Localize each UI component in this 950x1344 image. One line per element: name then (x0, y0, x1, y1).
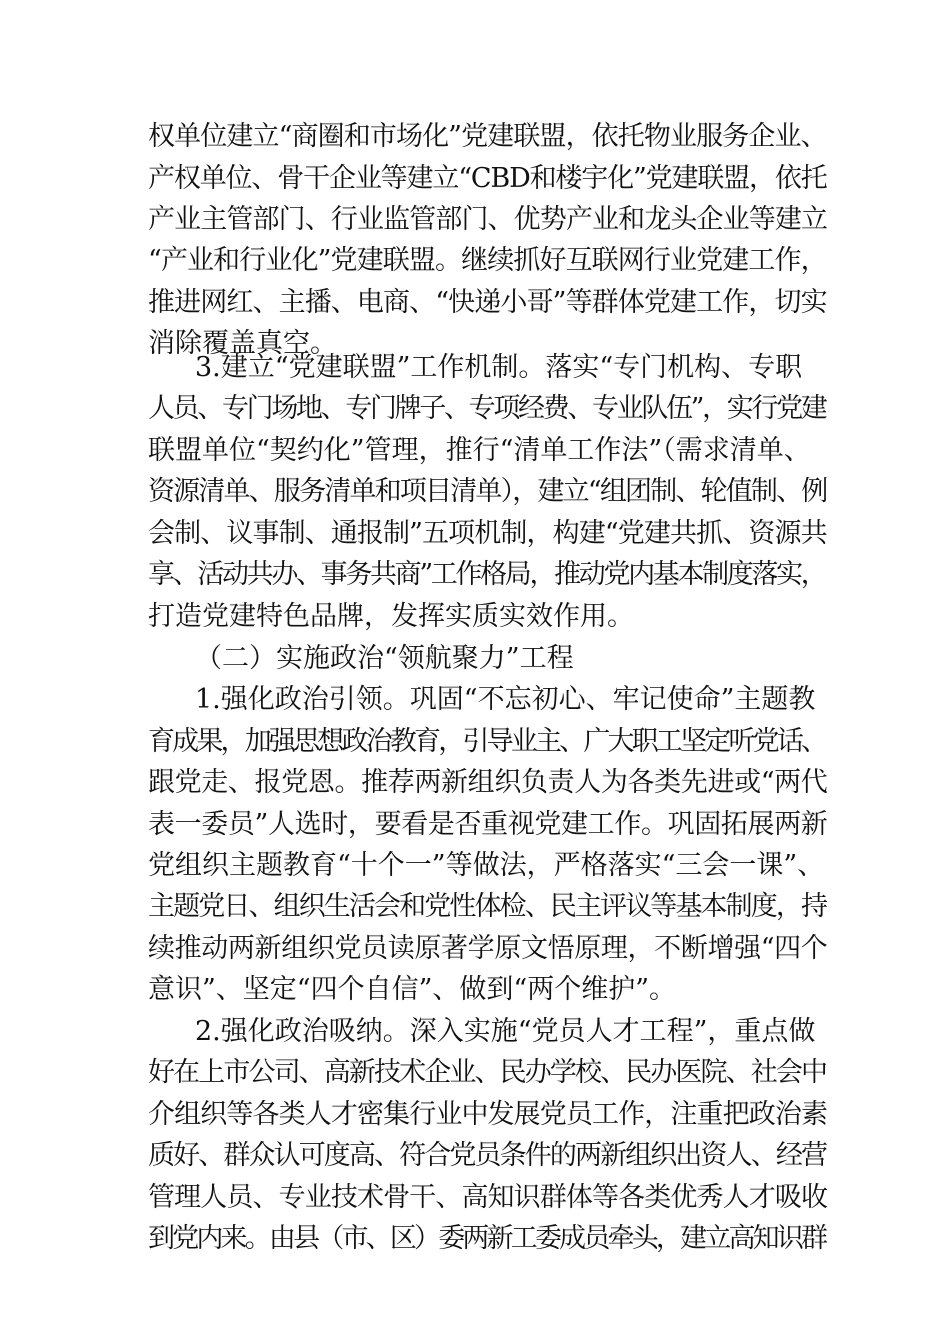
body-text-line: 会制、议事制、通报制”五项机制，构建“党建共抓、资源共 (148, 518, 827, 549)
body-text-line: 联盟单位“契约化”管理，推行“清单工作法”（需求清单、 (148, 435, 811, 466)
body-text-line: 享、活动共办、事务共商”工作格局，推动党内基本制度落实， (148, 559, 826, 590)
body-text-line: 产业主管部门、行业监管部门、优势产业和龙头企业等建立 (148, 204, 828, 235)
body-text-line: “产业和行业化”党建联盟。继续抓好互联网行业党建工作， (148, 245, 827, 276)
body-text-line: 资源清单、服务清单和项目清单），建立“组团制、轮值制、例 (148, 476, 827, 507)
body-text-line: 1.强化政治引领。巩固“不忘初心、牢记使命”主题教 (195, 684, 816, 715)
body-text-line: 主题党日、组织生活会和党性体检、民主评议等基本制度，持 (148, 891, 827, 922)
body-text-line: 介组织等各类人才密集行业中发展党员工作，注重把政治素 (148, 1099, 828, 1130)
body-text-line: 2.强化政治吸纳。深入实施“党员人才工程”，重点做 (195, 1016, 816, 1047)
body-text-line: 好在上市公司、高新技术企业、民办学校、民办医院、社会中 (148, 1057, 827, 1088)
body-text-line: 党组织主题教育“十个一”等做法，严格落实“三会一课”、 (148, 850, 825, 881)
body-text-line: 消除覆盖真空。 (148, 328, 337, 359)
body-text-line: 管理人员、专业技术骨干、高知识群体等各类优秀人才吸收 (148, 1182, 828, 1213)
body-text-line: 育成果，加强思想政治教育，引导业主、广大职工坚定听党话、 (148, 726, 826, 757)
section-heading: （二）实施政治“领航聚力”工程 (195, 643, 574, 674)
body-text-line: 表一委员”人选时，要看是否重视党建工作。巩固拓展两新 (148, 809, 828, 840)
body-text-line: 3.建立“党建联盟”工作机制。落实“专门机构、专职 (195, 352, 803, 383)
body-text-line: 打造党建特色品牌，发挥实质实效作用。 (148, 601, 634, 632)
body-text-line: 续推动两新组织党员读原著学原文悟原理，不断增强“四个 (148, 933, 828, 964)
body-text-line: 跟党走、报党恩。推荐两新组织负责人为各类先进或“两代 (148, 767, 828, 798)
body-text-line: 人员、专门场地、专门牌子、专项经费、专业队伍”，实行党建 (148, 393, 826, 424)
body-text-line: 意识”、坚定“四个自信”、做到“两个维护”。 (148, 974, 677, 1005)
body-text-line: 推进网红、主播、电商、“快递小哥”等群体党建工作，切实 (148, 287, 827, 318)
body-text-line: 权单位建立“商圈和市场化”党建联盟，依托物业服务企业、 (148, 121, 827, 152)
body-text-line: 质好、群众认可度高、符合党员条件的两新组织出资人、经营 (148, 1140, 827, 1171)
body-text-line: 到党内来。由县（市、区）委两新工委成员牵头，建立高知识群 (148, 1223, 826, 1254)
body-text-line: 产权单位、骨干企业等建立“CBD和楼宇化”党建联盟，依托 (148, 163, 827, 194)
